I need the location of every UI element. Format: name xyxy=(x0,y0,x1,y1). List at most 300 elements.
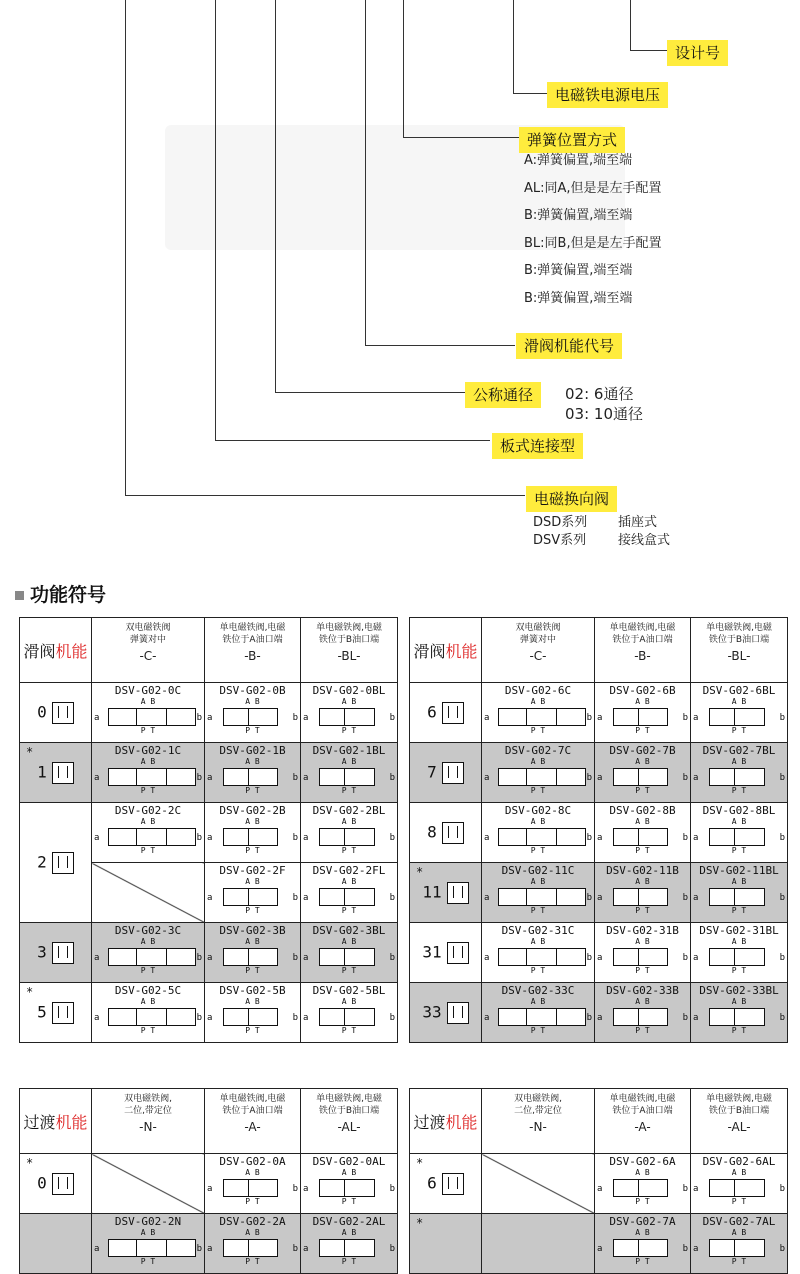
spool-symbol-icon xyxy=(442,822,464,844)
valve-cell xyxy=(482,984,594,1042)
valve-model-cell xyxy=(595,683,691,743)
valve-symbol xyxy=(693,817,785,855)
valve-position-box xyxy=(638,1179,668,1197)
spring-option: B:弹簧偏置,端至端 xyxy=(524,263,633,278)
port-pt-label: P T xyxy=(731,1197,747,1206)
solenoid-b-label: b xyxy=(682,953,688,963)
valve-symbol xyxy=(597,757,688,795)
column-header xyxy=(691,618,788,683)
valve-symbol xyxy=(94,697,202,735)
model-number: DSV-G02-5B xyxy=(219,984,286,997)
spring-option: BL:同B,但是是左手配置 xyxy=(524,236,662,251)
port-ab-label: A B xyxy=(530,997,546,1006)
valve-position-box xyxy=(709,828,736,846)
spring-option: B:弹簧偏置,端至端 xyxy=(524,291,633,306)
valve-symbol xyxy=(484,697,592,735)
valve-position-box xyxy=(319,828,346,846)
solenoid-b-label: b xyxy=(389,833,395,843)
valve-symbol xyxy=(303,1168,395,1206)
valve-model-cell xyxy=(691,803,788,863)
solenoid-a-label: a xyxy=(693,1184,699,1194)
valve-model-cell xyxy=(205,863,301,923)
column-code: -BL- xyxy=(337,649,361,663)
valve-model-cell xyxy=(595,743,691,803)
column-header xyxy=(482,1089,595,1154)
model-number: DSV-G02-8C xyxy=(504,804,572,817)
solenoid-a-label: a xyxy=(597,953,603,963)
model-number: DSV-G02-8B xyxy=(609,804,676,817)
port-ab-label: A B xyxy=(635,697,650,706)
valve-position-box xyxy=(136,768,168,786)
solenoid-b-label: b xyxy=(196,833,202,843)
valve-cell xyxy=(691,864,787,922)
port-ab-label: A B xyxy=(731,817,747,826)
model-number: DSV-G02-3C xyxy=(114,924,182,937)
model-number: DSV-G02-6AL xyxy=(702,1155,776,1168)
valve-model-cell xyxy=(205,983,301,1043)
column-header-line: 铁位于B油口端 xyxy=(318,635,380,645)
port-pt-label: P T xyxy=(341,1197,357,1206)
valve-position-box xyxy=(734,768,765,786)
column-code: -A- xyxy=(634,1120,651,1134)
solenoid-b-label: b xyxy=(292,1013,298,1023)
valve-position-box xyxy=(223,888,250,906)
valve-position-box xyxy=(556,828,586,846)
series-type: 插座式 xyxy=(618,515,658,530)
valve-cell xyxy=(92,984,204,1042)
function-code-cell xyxy=(410,1214,482,1274)
valve-cell xyxy=(301,684,397,742)
port-ab-label: A B xyxy=(341,997,357,1006)
function-number: 6 xyxy=(427,1173,437,1192)
function-code-cell xyxy=(20,743,92,803)
function-number: 2 xyxy=(37,852,47,871)
valve-symbol xyxy=(207,757,298,795)
function-code-cell xyxy=(410,1154,482,1214)
valve-position-box xyxy=(166,768,196,786)
solenoid-a-label: a xyxy=(303,1013,309,1023)
solenoid-b-label: b xyxy=(196,713,202,723)
valve-position-box xyxy=(108,768,138,786)
valve-symbol xyxy=(597,997,688,1035)
valve-symbol xyxy=(597,1228,688,1266)
spool-symbol-icon xyxy=(52,1002,74,1024)
table-corner-header xyxy=(20,618,92,683)
valve-model-cell xyxy=(92,983,205,1043)
spool-symbol-icon xyxy=(52,702,74,724)
solenoid-a-label: a xyxy=(597,1184,603,1194)
model-number: DSV-G02-6BL xyxy=(702,684,776,697)
solenoid-b-label: b xyxy=(682,893,688,903)
valve-cell xyxy=(482,744,594,802)
port-pt-label: P T xyxy=(245,1197,260,1206)
model-number: DSV-G02-5C xyxy=(114,984,182,997)
valve-cell xyxy=(92,684,204,742)
valve-position-box xyxy=(613,828,640,846)
model-number: DSV-G02-31B xyxy=(606,924,679,937)
solenoid-a-label: a xyxy=(597,773,603,783)
valve-model-cell xyxy=(482,923,595,983)
table-row xyxy=(410,863,788,923)
port-ab-label: A B xyxy=(341,1228,357,1237)
spool-code-label: 滑阀机能代号 xyxy=(516,333,622,359)
port-pt-label: P T xyxy=(635,1257,650,1266)
model-number: DSV-G02-31C xyxy=(501,924,575,937)
valve-model-cell xyxy=(301,983,398,1043)
star-mark: * xyxy=(416,1216,424,1230)
corner-label-b: 机能 xyxy=(55,1112,88,1132)
valve-symbol xyxy=(597,1168,688,1206)
star-mark: * xyxy=(416,1156,424,1170)
port-pt-label: P T xyxy=(140,726,156,735)
valve-position-box xyxy=(108,708,138,726)
function-number: 31 xyxy=(422,942,442,961)
valve-model-cell xyxy=(92,683,205,743)
function-code-cell xyxy=(20,1154,92,1214)
valve-position-box xyxy=(248,948,278,966)
port-ab-label: A B xyxy=(341,877,357,886)
valve-cell xyxy=(482,804,594,862)
valve-cell xyxy=(301,864,397,922)
port-ab-label: A B xyxy=(635,937,650,946)
model-number: DSV-G02-0BL xyxy=(312,684,386,697)
empty-diagonal-cell xyxy=(482,1214,595,1274)
port-ab-label: A B xyxy=(731,697,747,706)
port-ab-label: A B xyxy=(635,757,650,766)
table-row xyxy=(20,923,398,983)
model-number: DSV-G02-3B xyxy=(219,924,286,937)
port-pt-label: P T xyxy=(341,846,357,855)
valve-position-box xyxy=(709,888,736,906)
solenoid-b-label: b xyxy=(682,773,688,783)
column-header-line: 单电磁铁阀,电磁 xyxy=(219,1094,286,1104)
valve-position-box xyxy=(344,1179,375,1197)
function-number: 33 xyxy=(422,1002,442,1021)
valve-model-cell xyxy=(301,743,398,803)
model-number: DSV-G02-8BL xyxy=(702,804,776,817)
valve-position-box xyxy=(709,1239,736,1257)
function-number: 3 xyxy=(37,942,47,961)
model-number: DSV-G02-2BL xyxy=(312,804,386,817)
model-number: DSV-G02-2C xyxy=(114,804,182,817)
model-number: DSV-G02-6C xyxy=(504,684,572,697)
valve-position-box xyxy=(344,888,375,906)
valve-symbol xyxy=(207,697,298,735)
valve-model-cell xyxy=(205,683,301,743)
valve-position-box xyxy=(166,1239,196,1257)
solenoid-a-label: a xyxy=(94,833,100,843)
valve-model-cell xyxy=(482,863,595,923)
column-header-line: 单电磁铁阀,电磁 xyxy=(609,1094,676,1104)
port-pt-label: P T xyxy=(341,726,357,735)
solenoid-b-label: b xyxy=(292,953,298,963)
solenoid-a-label: a xyxy=(484,1013,490,1023)
valve-model-cell xyxy=(595,1154,691,1214)
column-code: -C- xyxy=(139,649,157,663)
spool-symbol-icon xyxy=(447,1002,469,1024)
valve-symbol xyxy=(303,817,395,855)
solenoid-b-label: b xyxy=(586,953,592,963)
model-number: DSV-G02-0C xyxy=(114,684,182,697)
model-number: DSV-G02-31BL xyxy=(699,924,779,937)
solenoid-a-label: a xyxy=(693,833,699,843)
model-number: DSV-G02-7AL xyxy=(702,1215,776,1228)
series-name: DSD系列 xyxy=(533,515,588,530)
valve-model-cell xyxy=(691,1214,788,1274)
valve-position-box xyxy=(709,1179,736,1197)
solenoid-a-label: a xyxy=(207,893,213,903)
valve-position-box xyxy=(526,768,558,786)
valve-position-box xyxy=(223,1008,250,1026)
valve-symbol xyxy=(303,1228,395,1266)
column-header xyxy=(205,1089,301,1154)
valve-cell xyxy=(691,1215,787,1273)
valve-model-cell xyxy=(691,1154,788,1214)
valve-model-cell xyxy=(301,923,398,983)
valve-model-cell xyxy=(595,1214,691,1274)
function-number: 6 xyxy=(427,702,437,721)
valve-cell xyxy=(595,1155,690,1213)
column-header xyxy=(595,618,691,683)
column-header xyxy=(301,618,398,683)
column-header-line: 铁位于B油口端 xyxy=(708,1106,770,1116)
column-code: -AL- xyxy=(727,1120,751,1134)
column-header-line: 双电磁铁阀, xyxy=(514,1094,562,1104)
valve-position-box xyxy=(613,888,640,906)
solenoid-b-label: b xyxy=(196,773,202,783)
valve-model-cell xyxy=(691,743,788,803)
port-ab-label: A B xyxy=(530,697,546,706)
valve-symbol xyxy=(693,1168,785,1206)
model-number: DSV-G02-11C xyxy=(501,864,575,877)
valve-position-box xyxy=(638,828,668,846)
valve-cell xyxy=(482,684,594,742)
column-header-line: 单电磁铁阀,电磁 xyxy=(706,1094,772,1104)
valve-position-box xyxy=(248,1179,278,1197)
valve-symbol xyxy=(484,757,592,795)
valve-position-box xyxy=(526,1008,558,1026)
valve-position-box xyxy=(223,948,250,966)
port-ab-label: A B xyxy=(140,697,156,706)
port-ab-label: A B xyxy=(245,817,260,826)
valve-symbol xyxy=(484,997,592,1035)
table-row xyxy=(20,683,398,743)
valve-position-box xyxy=(734,1239,765,1257)
valve-model-cell xyxy=(482,683,595,743)
function-table xyxy=(409,617,788,1043)
spool-symbol-icon xyxy=(52,852,74,874)
solenoid-b-label: b xyxy=(779,953,785,963)
valve-position-box xyxy=(613,1008,640,1026)
solenoid-a-label: a xyxy=(597,1244,603,1254)
solenoid-b-label: b xyxy=(292,1184,298,1194)
valve-model-cell xyxy=(205,1154,301,1214)
port-ab-label: A B xyxy=(245,877,260,886)
valve-position-box xyxy=(166,828,196,846)
valve-symbol xyxy=(693,697,785,735)
function-code-cell xyxy=(20,923,92,983)
corner-label-b: 机能 xyxy=(55,641,88,661)
solenoid-b-label: b xyxy=(389,713,395,723)
solenoid-b-label: b xyxy=(779,893,785,903)
valve-position-box xyxy=(319,888,346,906)
column-header-line: 单电磁铁阀,电磁 xyxy=(219,623,286,633)
function-code-cell xyxy=(20,683,92,743)
port-ab-label: A B xyxy=(635,1168,650,1177)
port-ab-label: A B xyxy=(341,1168,357,1177)
valve-position-box xyxy=(319,708,346,726)
port-pt-label: P T xyxy=(635,846,650,855)
valve-position-box xyxy=(638,1008,668,1026)
table-row xyxy=(410,803,788,863)
column-header-line: 铁位于B油口端 xyxy=(708,635,770,645)
valve-position-box xyxy=(136,948,168,966)
model-number: DSV-G02-2AL xyxy=(312,1215,386,1228)
valve-position-box xyxy=(344,768,375,786)
valve-model-cell xyxy=(301,1214,398,1274)
valve-model-cell xyxy=(691,923,788,983)
column-header xyxy=(205,618,301,683)
port-pt-label: P T xyxy=(635,906,650,915)
valve-symbol xyxy=(693,757,785,795)
valve-symbol xyxy=(693,1228,785,1266)
port-ab-label: A B xyxy=(245,997,260,1006)
port-pt-label: P T xyxy=(245,1257,260,1266)
valve-symbol xyxy=(597,877,688,915)
function-number: 11 xyxy=(422,882,442,901)
solenoid-b-label: b xyxy=(292,893,298,903)
column-header-line: 弹簧对中 xyxy=(129,635,166,645)
valve-position-box xyxy=(136,1008,168,1026)
solenoid-a-label: a xyxy=(207,773,213,783)
solenoid-a-label: a xyxy=(207,1184,213,1194)
table-row xyxy=(410,743,788,803)
spool-symbol-icon xyxy=(52,942,74,964)
port-pt-label: P T xyxy=(635,1197,650,1206)
model-number: DSV-G02-6B xyxy=(609,684,676,697)
solenoid-a-label: a xyxy=(484,773,490,783)
solenoid-b-label: b xyxy=(389,1184,395,1194)
table-row xyxy=(410,1154,788,1214)
valve-cell xyxy=(205,1155,300,1213)
valve-symbol xyxy=(94,937,202,975)
solenoid-a-label: a xyxy=(207,1244,213,1254)
nominal-size-label: 公称通径 xyxy=(465,382,541,408)
solenoid-b-label: b xyxy=(586,1013,592,1023)
solenoid-b-label: b xyxy=(196,1013,202,1023)
port-ab-label: A B xyxy=(731,1168,747,1177)
table-row xyxy=(410,923,788,983)
star-mark: * xyxy=(26,745,34,759)
valve-position-box xyxy=(344,828,375,846)
port-ab-label: A B xyxy=(635,997,650,1006)
port-pt-label: P T xyxy=(140,1257,156,1266)
port-ab-label: A B xyxy=(140,937,156,946)
valve-model-cell xyxy=(595,863,691,923)
valve-position-box xyxy=(526,948,558,966)
valve-symbol xyxy=(484,877,592,915)
valve-position-box xyxy=(638,1239,668,1257)
valve-position-box xyxy=(108,948,138,966)
port-pt-label: P T xyxy=(140,966,156,975)
valve-cell xyxy=(301,1155,397,1213)
valve-symbol xyxy=(597,817,688,855)
model-number: DSV-G02-7B xyxy=(609,744,676,757)
solenoid-b-label: b xyxy=(682,1013,688,1023)
valve-position-box xyxy=(734,888,765,906)
valve-position-box xyxy=(136,1239,168,1257)
port-ab-label: A B xyxy=(731,937,747,946)
valve-cell xyxy=(301,744,397,802)
port-ab-label: A B xyxy=(530,757,546,766)
spool-symbol-icon xyxy=(447,882,469,904)
valve-position-box xyxy=(709,708,736,726)
port-pt-label: P T xyxy=(245,906,260,915)
star-mark: * xyxy=(416,865,424,879)
solenoid-b-label: b xyxy=(389,773,395,783)
valve-cell xyxy=(482,864,594,922)
model-number: DSV-G02-11B xyxy=(606,864,679,877)
valve-position-box xyxy=(136,708,168,726)
empty-diagonal-cell xyxy=(92,863,205,923)
spool-symbol-icon xyxy=(442,762,464,784)
valve-cell xyxy=(301,804,397,862)
solenoid-a-label: a xyxy=(693,773,699,783)
solenoid-b-label: b xyxy=(779,1184,785,1194)
solenoid-b-label: b xyxy=(292,1244,298,1254)
valve-cell xyxy=(205,924,300,982)
port-pt-label: P T xyxy=(341,966,357,975)
solenoid-b-label: b xyxy=(682,1184,688,1194)
solenoid-a-label: a xyxy=(484,893,490,903)
port-ab-label: A B xyxy=(731,997,747,1006)
valve-symbol xyxy=(207,1228,298,1266)
solenoid-a-label: a xyxy=(484,833,490,843)
port-ab-label: A B xyxy=(635,877,650,886)
valve-symbol xyxy=(303,757,395,795)
port-ab-label: A B xyxy=(731,757,747,766)
corner-label-a: 滑阀 xyxy=(23,641,56,661)
valve-position-box xyxy=(734,1008,765,1026)
valve-cell xyxy=(595,804,690,862)
function-code-cell xyxy=(410,923,482,983)
solenoid-b-label: b xyxy=(389,893,395,903)
valve-position-box xyxy=(498,948,528,966)
column-header-line: 双电磁铁阀, xyxy=(124,1094,172,1104)
valve-position-box xyxy=(344,948,375,966)
table-row xyxy=(20,803,398,863)
column-header-line: 铁位于B油口端 xyxy=(318,1106,380,1116)
valve-position-box xyxy=(319,948,346,966)
spring-position-label: 弹簧位置方式 xyxy=(519,127,625,153)
table-corner-header xyxy=(20,1089,92,1154)
model-number: DSV-G02-1B xyxy=(219,744,286,757)
valve-position-box xyxy=(223,708,250,726)
valve-model-cell xyxy=(92,923,205,983)
valve-cell xyxy=(595,684,690,742)
valve-model-cell xyxy=(205,1214,301,1274)
valve-position-box xyxy=(613,1239,640,1257)
valve-position-box xyxy=(319,1179,346,1197)
port-pt-label: P T xyxy=(245,846,260,855)
size-option: 02: 6通径 xyxy=(565,385,634,403)
port-pt-label: P T xyxy=(635,726,650,735)
model-number: DSV-G02-7A xyxy=(609,1215,676,1228)
valve-cell xyxy=(205,984,300,1042)
function-table xyxy=(19,617,398,1043)
model-number: DSV-G02-0AL xyxy=(312,1155,386,1168)
model-number: DSV-G02-7C xyxy=(504,744,572,757)
